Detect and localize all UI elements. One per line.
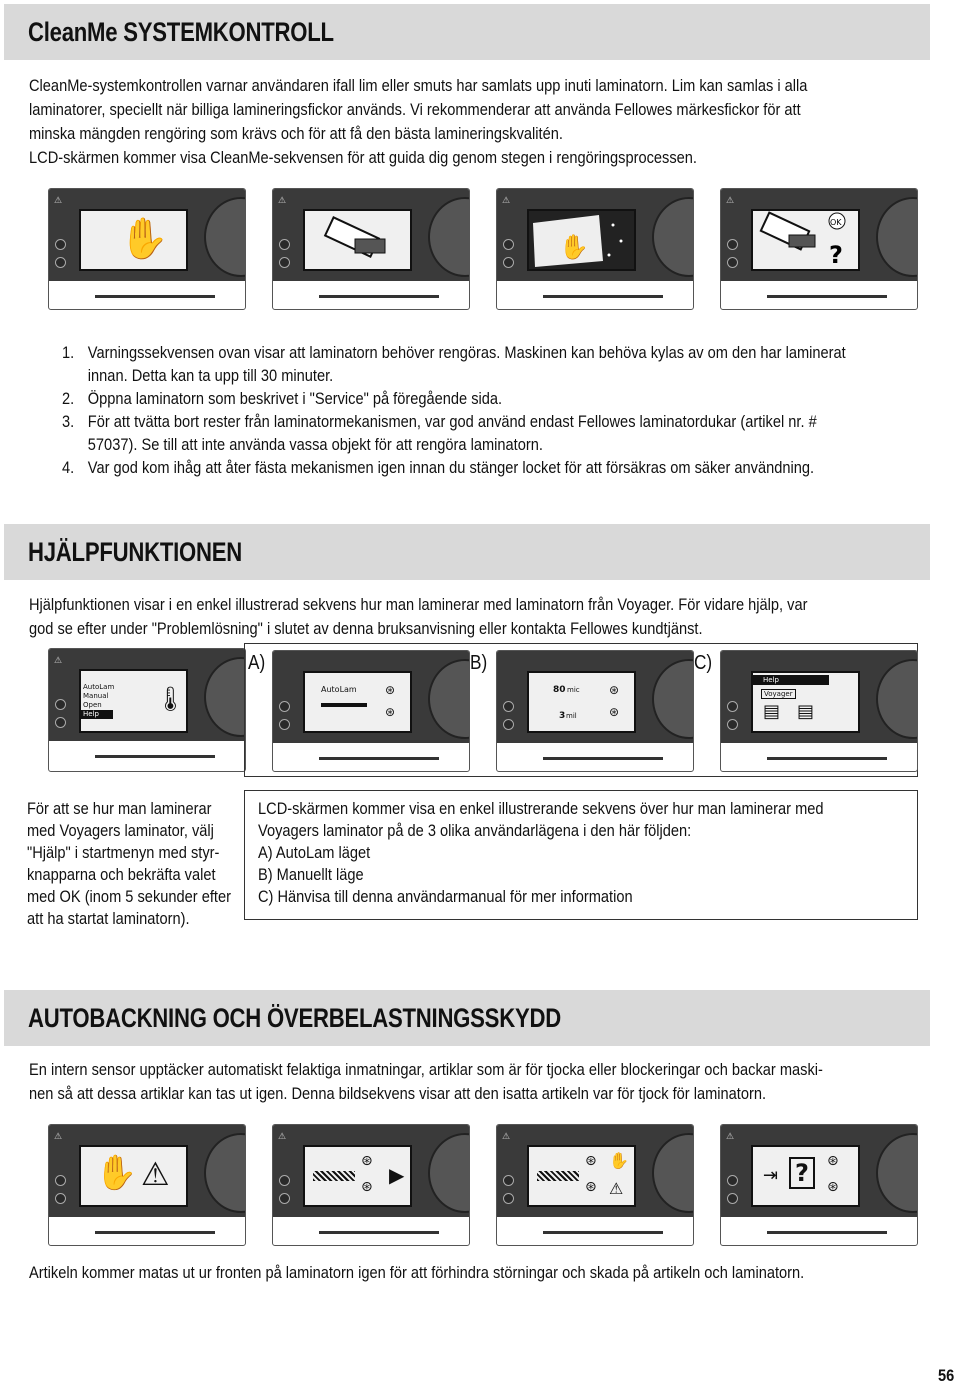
step: 4. Var god kom ihåg att åter fästa mekanismen igen innan du stänger locket för att försäkras om säker användning. [62, 458, 815, 477]
reverse-caption: Artikeln kommer matas ut ur fronten på laminatorn igen för att förhindra störningar och skada på artikeln och laminatorn. [29, 1263, 805, 1282]
section-title: HJÄLPFUNKTIONEN [28, 537, 243, 567]
lcd-panel-autolam [272, 650, 470, 772]
intro-line: LCD-skärmen kommer visa CleanMe-sekvensen för att guida dig genom stegen i rengöringsprocessen. [29, 148, 697, 167]
roller-icon: ⊛ [827, 1179, 839, 1195]
lcd-panel: ⚠ ⊛ ⊛ ▶ [272, 1124, 470, 1246]
svg-text:?: ? [829, 241, 843, 269]
page-number: 56 [938, 1366, 955, 1385]
label-a: A) [248, 652, 266, 674]
section-title: CleanMe SYSTEMKONTROLL [28, 17, 334, 47]
text-line: A) AutoLam läget [258, 843, 371, 862]
menu-item-help: Help [81, 710, 113, 719]
warning-icon: ⚠ [141, 1155, 170, 1193]
lcd-panel: ⚠ [272, 188, 470, 310]
lcd-panel-manual [496, 650, 694, 772]
mic-value: 80 [553, 685, 566, 695]
text-line: att ha startat laminatorn). [27, 909, 190, 928]
text-line: LCD-skärmen kommer visa en enkel illustrerande sekvens över hur man laminerar med [258, 799, 824, 818]
intro-line: nen så att dessa artiklar kan tas ut igen. Denna bildsekvens visar att den isatta artikeln var för tjock för laminatorn. [29, 1084, 767, 1103]
step: 3. För att tvätta bort rester från laminatormekanismen, var god använd endast Fellowes laminatordukar (artikel nr. # [62, 412, 817, 431]
lcd-panel-menu: ⚠ AutoLam Manual Open Help 🌡 [48, 648, 246, 772]
lcd-panel: ⚠ OK ? [720, 188, 918, 310]
step-continued: innan. Detta kan ta upp till 30 minuter. [87, 366, 334, 385]
step: 1. Varningssekvensen ovan visar att laminatorn behöver rengöras. Maskinen kan behöva kylas av om den har laminerat [62, 343, 846, 362]
autolam-label: AutoLam [321, 685, 357, 694]
text-line: "Hjälp" i startmenyn med styr- [27, 843, 220, 862]
document-icon: ▤ [797, 701, 815, 722]
roller-icon: ⊛ [361, 1153, 373, 1169]
svg-text:✋: ✋ [559, 233, 589, 261]
section-header-help [4, 524, 930, 580]
lcd-panel: ⚠ ✋ [48, 188, 246, 310]
hand-icon: ✋ [609, 1151, 629, 1170]
roller-icon: ⊛ [609, 705, 620, 719]
roller-icon: ⊛ [385, 705, 396, 719]
lcd-panel: ⚠ ⊛ ⊛ ✋ ⚠ [496, 1124, 694, 1246]
roller-icon: ⊛ [361, 1179, 373, 1195]
voyager-label: Voyager [761, 689, 796, 699]
text-line: med Voyagers laminator, välj [27, 821, 214, 840]
text-line: B) Manuellt läge [258, 865, 364, 884]
label-b: B) [470, 652, 488, 674]
arrow-right-icon: ▶ [389, 1163, 405, 1187]
section-title: AUTOBACKNING OCH ÖVERBELASTNINGSSKYDD [28, 1003, 561, 1033]
label-c: C) [694, 652, 713, 674]
mil-unit: mil [566, 712, 577, 720]
lcd-panel: ⚠ ✋ [496, 188, 694, 310]
help-title: Help [763, 676, 779, 684]
help-right-text [258, 798, 824, 908]
text-line: C) Hänvisa till denna användarmanual för mer information [258, 887, 633, 906]
help-intro [29, 593, 807, 641]
roller-icon: ⊛ [827, 1153, 839, 1169]
reverse-intro [29, 1058, 823, 1106]
step-continued: 57037). Se till att inte använda vassa objekt för att rengöra laminatorn. [87, 435, 543, 454]
text-line: knapparna och bekräfta valet [27, 865, 216, 884]
lcd-panel-help [720, 650, 918, 772]
intro-line: god se efter under "Problemlösning" i slutet av denna bruksanvisning eller kontakta Fellowes kundtjänst. [29, 619, 703, 638]
intro-line: minska mängden rengöring som krävs och för att få den bästa lamineringskvalitén. [29, 124, 563, 143]
thermometer-icon: 🌡 [155, 685, 186, 713]
menu-item: Manual [83, 692, 109, 700]
roller-icon: ⊛ [585, 1153, 597, 1169]
text-line: med OK (inom 5 sekunder efter [27, 887, 231, 906]
lcd-panel: ⚠ ✋ ⚠ [48, 1124, 246, 1246]
hand-icon: ✋ [95, 1153, 138, 1193]
warning-icon: ⚠ [609, 1179, 624, 1198]
roller-icon: ⊛ [585, 1179, 597, 1195]
eject-icon: ⇥ [763, 1165, 779, 1186]
step: 2. Öppna laminatorn som beskrivet i "Service" på föregående sida. [62, 389, 503, 408]
cleanme-intro [29, 74, 807, 170]
roller-icon: ⊛ [609, 683, 620, 697]
cleaning-hand-icon [529, 211, 634, 269]
intro-line: En intern sensor upptäcker automatiskt felaktiga inmatningar, artiklar som är för tjocka eller blockeringar och backar maski- [29, 1060, 823, 1079]
intro-line: CleanMe-systemkontrollen varnar användaren ifall lim eller smuts har samlats upp inuti laminatorn. Lim kan samlas i alla [29, 76, 808, 95]
section-header-reverse [4, 990, 930, 1046]
roller-icon: ⊛ [385, 683, 396, 697]
menu-item: Open [83, 701, 102, 709]
document-icon: ▤ [763, 701, 781, 722]
section-header-cleanme [4, 4, 930, 60]
hand-icon: ✋ [119, 216, 169, 262]
cleanme-steps [62, 341, 846, 479]
lcd-panel: ⚠ ⇥ ? ⊛ ⊛ [720, 1124, 918, 1246]
help-left-text [27, 798, 231, 930]
mic-unit: mic [567, 686, 580, 694]
text-line: För att se hur man laminerar [27, 799, 212, 818]
ok-question-icon [753, 211, 858, 269]
open-laminator-icon [305, 211, 410, 269]
mil-value: 3 [559, 711, 566, 721]
question-icon: ? [789, 1157, 815, 1189]
start-menu [79, 669, 188, 733]
intro-line: Hjälpfunktionen visar i en enkel illustrerad sekvens hur man laminerar med laminatorn från Voyager. För vidare hjälp, var [29, 595, 808, 614]
intro-line: laminatorer, speciellt när billiga lamineringsfickor används. Vi rekommenderar att använda Fellowes märkesfickor för att [29, 100, 801, 119]
text-line: Voyagers laminator på de 3 olika användarlägena i den här följden: [258, 821, 692, 840]
svg-text:OK: OK [830, 218, 842, 227]
menu-item: AutoLam [83, 683, 115, 691]
